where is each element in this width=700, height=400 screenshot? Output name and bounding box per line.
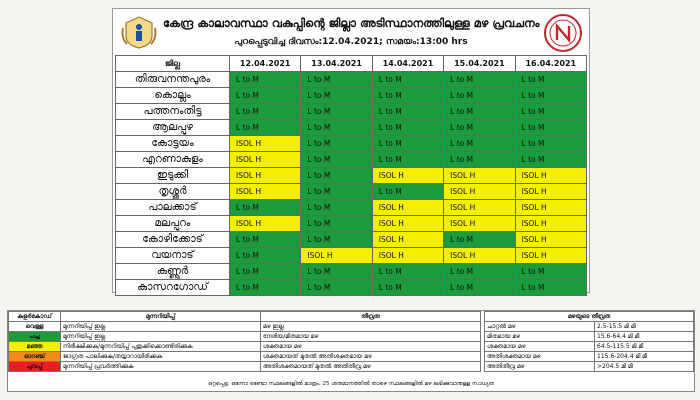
forecast-value: ISOL H [378,203,404,212]
forecast-value: L to M [450,155,474,164]
forecast-cell [515,152,586,168]
forecast-value: L to M [378,123,402,132]
table-row [116,120,587,136]
forecast-cell [301,120,372,136]
legend-warning: മുന്നറിയിപ്പ് പ്രവർത്തിക്കുക [61,362,261,372]
table-row [116,72,587,88]
forecast-cell [444,248,515,264]
table-header-row [116,56,587,72]
table-row [116,264,587,280]
legend-color-swatch: മഞ്ഞ [9,342,61,352]
forecast-cell [230,280,301,296]
table-row [116,184,587,200]
forecast-value: ISOL H [450,251,476,260]
forecast-value: L to M [307,235,331,244]
forecast-value: ISOL H [378,251,404,260]
legend-header: കളർകോഡ് [9,312,61,322]
forecast-value: L to M [307,267,331,276]
legend-color-swatch: ചുവപ്പ് [9,362,61,372]
forecast-cell [301,280,372,296]
legend-row [9,362,481,372]
legend-row [9,322,481,332]
forecast-cell [515,72,586,88]
table-row [116,280,587,296]
forecast-cell [444,280,515,296]
forecast-cell [515,88,586,104]
forecast-value: L to M [378,283,402,292]
forecast-value: ISOL H [521,219,547,228]
forecast-value: ISOL H [236,155,262,164]
forecast-value: ISOL H [521,187,547,196]
forecast-value: L to M [236,235,259,244]
forecast-value: L to M [378,139,402,148]
rain-intensity-table [484,311,694,372]
legend-panel [7,310,695,392]
forecast-value: L to M [236,107,259,116]
forecast-cell [301,248,372,264]
forecast-cell [230,216,301,232]
forecast-cell [301,216,372,232]
district-name: കോട്ടയം [116,136,230,152]
forecast-cell [301,104,372,120]
forecast-value: L to M [378,91,402,100]
forecast-value: L to M [521,267,545,276]
intensity-row [485,322,694,332]
forecast-table [115,55,587,296]
forecast-cell [230,88,301,104]
forecast-cell [444,184,515,200]
kerala-emblem-icon [119,14,159,50]
forecast-cell [444,232,515,248]
forecast-cell [301,232,372,248]
table-row [116,88,587,104]
forecast-cell [515,264,586,280]
intensity-value: >204.5 മി മീ [595,362,694,372]
forecast-cell [301,88,372,104]
legend-intensity: മഴ ഇല്ല [261,322,481,332]
forecast-value: L to M [307,187,331,196]
forecast-cell [372,152,443,168]
forecast-value: L to M [307,171,331,180]
forecast-value: L to M [307,75,331,84]
forecast-cell [372,248,443,264]
legend-warning: മുന്നറിയിപ്പ് ഇല്ല [61,332,261,342]
intensity-row [485,332,694,342]
forecast-value: ISOL H [521,203,547,212]
forecast-value: ISOL H [450,171,476,180]
forecast-value: ISOL H [236,187,262,196]
forecast-value: ISOL H [521,171,547,180]
forecast-value: L to M [521,107,545,116]
legend-intensity: ശക്തമായ മഴ [261,342,481,352]
legend-warning: മുന്നറിയിപ്പ് ഇല്ല [61,322,261,332]
forecast-value: L to M [450,91,474,100]
intensity-label: അതിതീവ്ര മഴ [485,362,595,372]
forecast-value: L to M [450,107,474,116]
intensity-value: 115.6-204.4 മി മീ [595,352,694,362]
legend-warning: നിരീക്ഷിക്കുക/മുന്നറിയിപ്പ് പുതുക്കിക്കൊണ്ടിരിക്കുക [61,342,261,352]
forecast-cell [372,264,443,280]
forecast-value: ISOL H [450,219,476,228]
forecast-sheet [112,8,590,293]
date-column-header: 12.04.2021 [230,56,301,72]
forecast-value: L to M [521,75,545,84]
sheet-header [113,9,589,54]
table-row [116,200,587,216]
forecast-value: L to M [307,155,331,164]
forecast-value: L to M [378,187,402,196]
intensity-label: ശക്തമായ മഴ [485,342,595,352]
forecast-value: L to M [307,107,331,116]
forecast-value: ISOL H [521,235,547,244]
forecast-value: ISOL H [307,251,333,260]
legend-header: മുന്നറിയിപ്പ് [61,312,261,322]
intensity-label: ചാറ്റൽ മഴ [485,322,595,332]
district-name: മലപ്പുറം [116,216,230,232]
forecast-cell [301,184,372,200]
legend-warning: ജാഗ്രത പാലിക്കുക/തയ്യാറായിരിക്കുക [61,352,261,362]
legend-header-row [9,312,481,322]
forecast-cell [444,136,515,152]
footnote: ഒറ്റപ്പെട്ട: ഒന്നോ രണ്ടോ സ്ഥലങ്ങളിൽ മാത്രം, 25 ശതമാനത്തിൽ താഴെ സ്ഥലങ്ങളിൽ മഴ ലഭിക്കുവാനുള്ള സാധ്യത [208,381,494,387]
forecast-value: L to M [236,75,259,84]
forecast-cell [301,168,372,184]
district-name: കാസറഗോഡ് [116,280,230,296]
table-row [116,152,587,168]
forecast-cell [515,232,586,248]
forecast-value: ISOL H [521,251,547,260]
intensity-label: അതിശക്തമായ മഴ [485,352,595,362]
forecast-value: L to M [521,123,545,132]
forecast-cell [301,200,372,216]
legend-row [9,332,481,342]
table-row [116,136,587,152]
legend-intensity: നേരിയ/മിതമായ മഴ [261,332,481,342]
district-name: തിരുവനന്തപുരം [116,72,230,88]
table-row [116,104,587,120]
forecast-value: ISOL H [236,139,262,148]
forecast-cell [230,264,301,280]
district-name: കോഴിക്കോട് [116,232,230,248]
forecast-cell [444,216,515,232]
forecast-value: L to M [378,155,402,164]
forecast-cell [444,88,515,104]
department-logo-icon [543,13,583,53]
forecast-cell [515,168,586,184]
intensity-row [485,342,694,352]
date-column-header: 13.04.2021 [301,56,372,72]
forecast-cell [230,120,301,136]
forecast-value: L to M [450,283,474,292]
forecast-cell [372,216,443,232]
forecast-cell [444,264,515,280]
forecast-value: L to M [307,139,331,148]
forecast-value: L to M [521,155,545,164]
forecast-cell [372,280,443,296]
forecast-cell [230,72,301,88]
forecast-cell [444,168,515,184]
forecast-cell [301,72,372,88]
forecast-cell [230,168,301,184]
page-title: കേന്ദ്ര കാലാവസ്ഥാ വകുപ്പിന്റെ ജില്ലാ അടിസ്ഥാനത്തിലുള്ള മഴ പ്രവചനം [163,16,540,30]
district-name: കണ്ണൂർ [116,264,230,280]
forecast-cell [372,88,443,104]
legend-color-swatch: പച്ച [9,332,61,342]
forecast-cell [444,200,515,216]
intensity-header: മഴയുടെ തീവ്രത [485,312,694,322]
forecast-value: L to M [521,283,545,292]
forecast-value: ISOL H [236,219,262,228]
forecast-value: ISOL H [450,203,476,212]
table-row [116,168,587,184]
forecast-value: L to M [378,75,402,84]
forecast-value: L to M [307,219,331,228]
forecast-cell [515,120,586,136]
forecast-cell [372,136,443,152]
forecast-cell [372,232,443,248]
forecast-cell [301,136,372,152]
forecast-cell [372,120,443,136]
intensity-header-row [485,312,694,322]
forecast-cell [515,216,586,232]
forecast-value: L to M [450,139,474,148]
color-code-legend [8,311,481,372]
forecast-value: L to M [307,91,331,100]
forecast-value: L to M [521,91,545,100]
forecast-cell [515,280,586,296]
legend-header: തീവ്രത [261,312,481,322]
forecast-cell [372,200,443,216]
intensity-value: 64.5-115.5 മി മീ [595,342,694,352]
forecast-value: L to M [236,203,259,212]
forecast-cell [230,104,301,120]
forecast-cell [515,104,586,120]
date-column-header: 16.04.2021 [515,56,586,72]
district-name: തൃശ്ശൂർ [116,184,230,200]
intensity-label: മിതമായ മഴ [485,332,595,342]
forecast-cell [230,184,301,200]
forecast-cell [372,72,443,88]
intensity-value: 15.6-64.4 മി മീ [595,332,694,342]
forecast-value: L to M [236,283,259,292]
forecast-value: L to M [307,123,331,132]
intensity-value: 2.5-15.5 മി മീ [595,322,694,332]
forecast-value: L to M [307,203,331,212]
forecast-cell [372,104,443,120]
date-column-header: 14.04.2021 [372,56,443,72]
forecast-value: ISOL H [378,235,404,244]
forecast-value: L to M [378,107,402,116]
forecast-value: L to M [236,123,259,132]
forecast-cell [444,104,515,120]
forecast-cell [372,168,443,184]
forecast-value: L to M [378,267,402,276]
table-row [116,232,587,248]
forecast-value: L to M [236,251,259,260]
legend-row [9,342,481,352]
forecast-cell [444,120,515,136]
table-row [116,248,587,264]
table-row [116,216,587,232]
forecast-cell [372,184,443,200]
intensity-row [485,362,694,372]
forecast-cell [230,248,301,264]
forecast-value: L to M [450,75,474,84]
district-name: ആലപ്പുഴ [116,120,230,136]
legend-color-swatch: വെള്ള [9,322,61,332]
forecast-cell [230,232,301,248]
forecast-value: L to M [307,283,331,292]
legend-intensity: ശക്തമായത് മുതൽ അതിശക്തമായ മഴ [261,352,481,362]
forecast-value: L to M [450,123,474,132]
forecast-value: L to M [236,91,259,100]
forecast-value: L to M [521,139,545,148]
issue-date: പുറപ്പെടുവിച്ച ദിവസം:12.04.2021; സമയം:13:00 hrs [234,37,468,47]
forecast-value: L to M [450,235,474,244]
forecast-cell [301,264,372,280]
district-name: എറണാകുളം [116,152,230,168]
legend-row [9,352,481,362]
forecast-cell [301,152,372,168]
forecast-cell [230,152,301,168]
forecast-value: ISOL H [236,171,262,180]
district-name: പാലക്കാട് [116,200,230,216]
intensity-row [485,352,694,362]
forecast-value: L to M [450,267,474,276]
district-name: ഇടുക്കി [116,168,230,184]
forecast-value: ISOL H [378,171,404,180]
legend-intensity: അതിശക്തമായത് മുതൽ അതിതീവ്ര മഴ [261,362,481,372]
forecast-value: L to M [236,267,259,276]
district-name: വയനാട് [116,248,230,264]
forecast-value: ISOL H [378,219,404,228]
forecast-value: ISOL H [450,187,476,196]
district-name: കൊല്ലം [116,88,230,104]
forecast-cell [515,248,586,264]
date-column-header: 15.04.2021 [444,56,515,72]
forecast-cell [515,136,586,152]
forecast-cell [515,200,586,216]
forecast-cell [230,200,301,216]
forecast-cell [444,152,515,168]
forecast-cell [230,136,301,152]
forecast-cell [444,72,515,88]
forecast-cell [515,184,586,200]
district-name: പത്തനംതിട്ട [116,104,230,120]
legend-color-swatch: ഓറഞ്ച് [9,352,61,362]
district-column-header: ജില്ല [116,56,230,72]
